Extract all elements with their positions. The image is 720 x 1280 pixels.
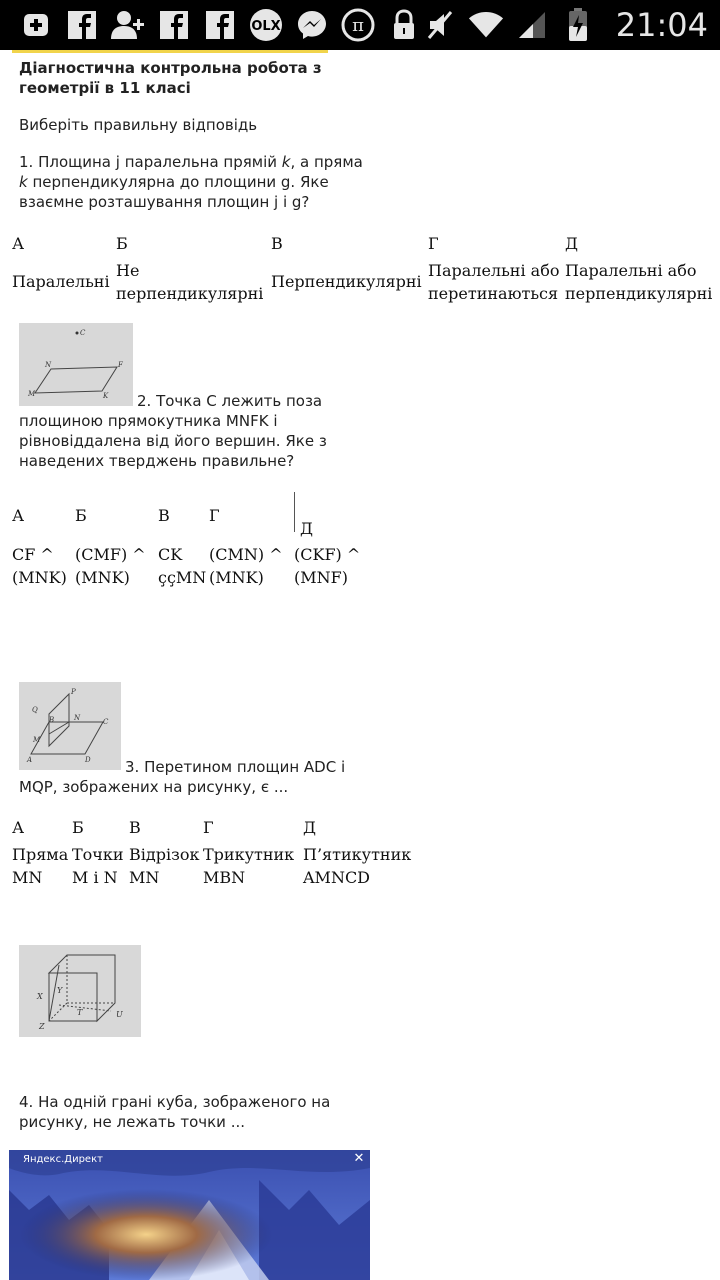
- question-4-text: 4. На одній грані куба, зображеного на рисунку, не лежать точки ...: [19, 1093, 331, 1131]
- answer-option-line2: (MNF): [294, 568, 348, 587]
- answer-letter: А: [12, 506, 25, 525]
- answer-option-line1: Точки: [72, 845, 124, 864]
- page-title: Діагностична контрольна робота з геометрії в 11 класі: [19, 59, 322, 97]
- add-box-icon: [18, 7, 54, 43]
- question-1-part: , а пряма: [290, 153, 363, 171]
- answer-option: Перпендикулярні: [271, 272, 422, 291]
- messenger-icon: [294, 7, 330, 43]
- olx-icon: [248, 7, 284, 43]
- question-1-text: [19, 152, 364, 212]
- answer-letter: Б: [116, 234, 128, 253]
- answer-option-line1: Відрізок: [129, 845, 200, 864]
- answer-option-line2: (MNK): [209, 568, 264, 587]
- answer-letter: В: [271, 234, 283, 253]
- answer-letter: Б: [75, 506, 87, 525]
- signal-icon: [514, 7, 550, 43]
- facebook-icon: [64, 7, 100, 43]
- answer-option-line1: CF ^: [12, 545, 54, 564]
- add-contact-icon: [110, 7, 146, 43]
- system-status-icons: [422, 0, 708, 50]
- answer-option-line1: Трикутник: [203, 845, 295, 864]
- figure-label-c: C: [103, 718, 109, 726]
- answer-option-line2: (MNK): [12, 568, 67, 587]
- answer-option-line2: MN: [12, 868, 43, 887]
- answer-option-line2: MBN: [203, 868, 246, 887]
- lock-icon: [386, 7, 422, 43]
- battery-icon: [560, 7, 596, 43]
- question-2-text: 2. Точка C лежить поза площиною прямокутника MNFK і рівновіддалена від його вершин. Яке з наведених тверджень правильне?: [19, 392, 327, 470]
- status-bar: [0, 0, 720, 50]
- answer-letter: В: [129, 818, 141, 837]
- answer-letter: А: [12, 818, 25, 837]
- figure-label-u: U: [116, 1010, 123, 1019]
- olx-text: OLX: [251, 19, 281, 34]
- answer-letter: Д: [300, 519, 314, 538]
- figure-label-c: C: [80, 329, 86, 337]
- answer-option-line1: П’ятикутник: [303, 845, 412, 864]
- answer-option: Не перпендикулярні: [116, 261, 264, 303]
- answer-letter: Б: [72, 818, 84, 837]
- figure-label-f: F: [118, 361, 123, 369]
- answer-letter: А: [12, 234, 25, 253]
- question-3-text: 3. Перетином площин ADC і MQP, зображених на рисунку, є ...: [19, 758, 346, 796]
- answer-letter: В: [158, 506, 170, 525]
- answer-letter: Г: [428, 234, 439, 253]
- pi-icon: [340, 7, 376, 43]
- facebook-icon: [156, 7, 192, 43]
- answer-option-line2: (MNK): [75, 568, 130, 587]
- mute-icon: [422, 7, 458, 43]
- facebook-icon: [202, 7, 238, 43]
- wifi-icon: [468, 7, 504, 43]
- answer-letter: Д: [565, 234, 579, 253]
- answer-option-line1: Пряма: [12, 845, 69, 864]
- ad-image[interactable]: [9, 1150, 370, 1280]
- question-1-part: перпендикулярна до площини g. Яке взаємне розташування площин j і g?: [19, 173, 329, 211]
- figure-label-b: B: [49, 716, 55, 724]
- close-icon[interactable]: ✕: [353, 1151, 365, 1166]
- instruction-text: Виберіть правильну відповідь: [19, 116, 258, 134]
- figure-label-y: Y: [57, 986, 63, 995]
- clock: 21:04: [615, 6, 708, 44]
- answer-option-line1: CK: [158, 545, 183, 564]
- figure-label-q: Q: [32, 706, 38, 714]
- figure-label-x: X: [37, 992, 43, 1001]
- answer-option-line2: AMNCD: [303, 868, 371, 887]
- figure-label-a: A: [27, 756, 33, 764]
- answer-option-line1: (CKF) ^: [294, 545, 361, 564]
- ad-banner[interactable]: [9, 1150, 370, 1280]
- answer-letter: Г: [209, 506, 220, 525]
- answer-option-line2: ççMN: [158, 568, 207, 587]
- question-4-figure: [19, 945, 141, 1037]
- answer-letter: Д: [303, 818, 317, 837]
- answer-option-line1: (CMN) ^: [209, 545, 283, 564]
- answer-letter: Г: [203, 818, 214, 837]
- figure-label-n: N: [45, 361, 52, 369]
- text-cursor-line: [294, 492, 295, 532]
- figure-label-n: N: [74, 714, 81, 722]
- question-1-part: 1. Площина j паралельна прямій: [19, 153, 282, 171]
- answer-option: Паралельні або перетинаються: [428, 261, 560, 303]
- figure-label-d: D: [85, 756, 91, 764]
- answer-option: Паралельні або перпендикулярні: [565, 261, 713, 303]
- figure-label-m: M: [33, 736, 41, 744]
- figure-label-z: Z: [39, 1022, 45, 1031]
- figure-label-t: T: [77, 1008, 83, 1017]
- header-accent-line: [12, 50, 328, 53]
- answer-option: Паралельні: [12, 272, 110, 291]
- answer-option-line1: (CMF) ^: [75, 545, 146, 564]
- ad-label: Яндекс.Директ: [23, 1154, 103, 1165]
- figure-label-k: K: [103, 392, 109, 400]
- line-k: k: [19, 173, 28, 191]
- line-k: k: [281, 153, 291, 171]
- svg-text:π: π: [352, 15, 364, 36]
- notification-icons: [18, 0, 432, 50]
- answer-option-line2: M і N: [72, 868, 118, 887]
- figure-label-p: P: [71, 688, 76, 696]
- figure-label-m: M: [28, 390, 36, 398]
- answer-option-line2: MN: [129, 868, 160, 887]
